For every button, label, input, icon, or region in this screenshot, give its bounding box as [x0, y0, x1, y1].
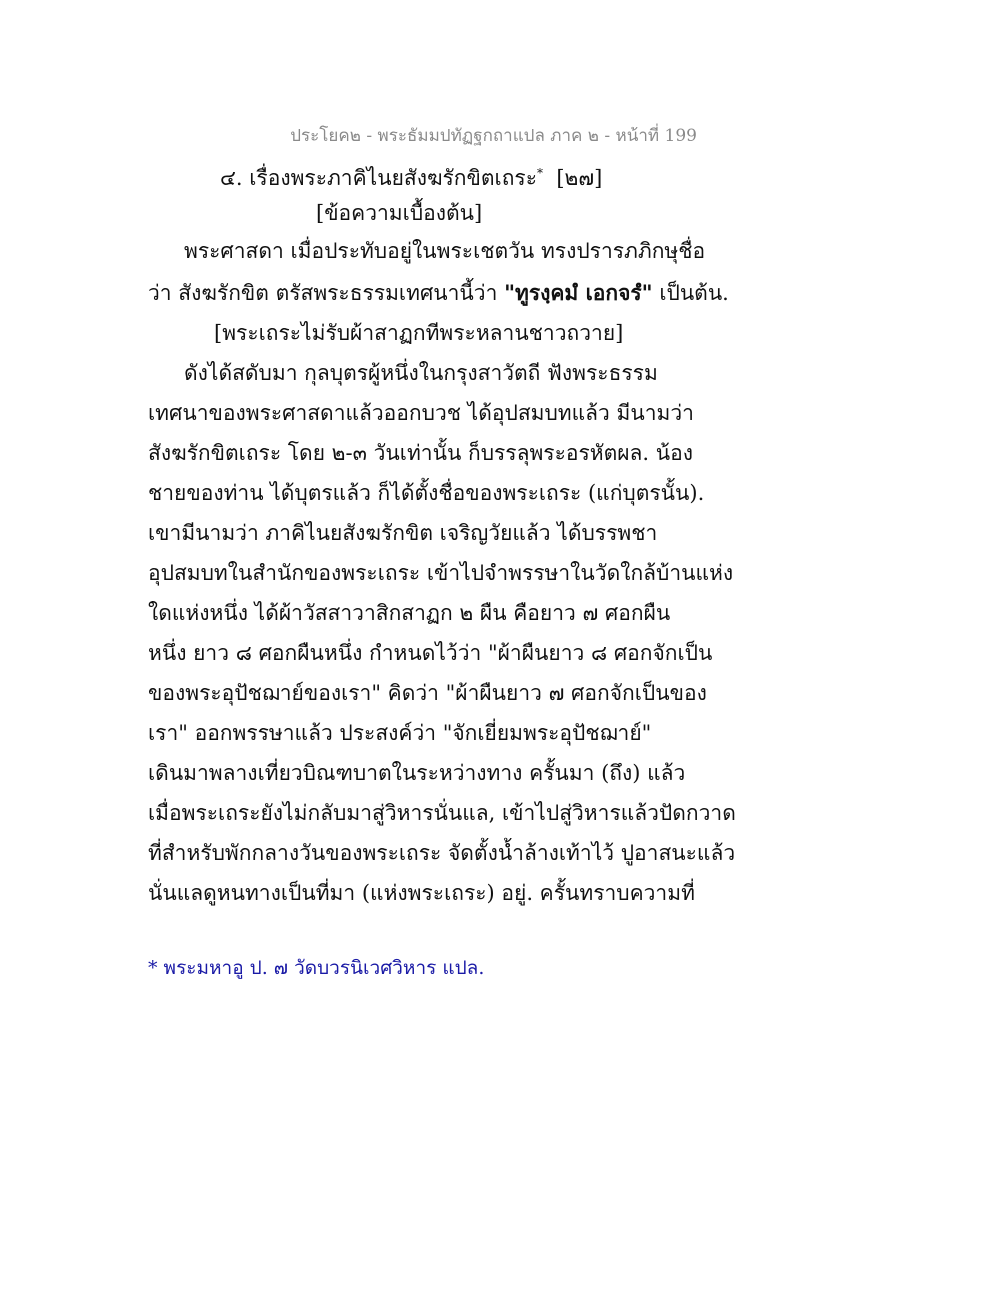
- paragraph-line: เขามีนามว่า ภาคิไนยสังฆรักขิต เจริญวัยแล้ว ได้บรรพชา: [148, 521, 658, 545]
- paragraph-line: ของพระอุปัชฌาย์ของเรา" คิดว่า "ผ้าผืนยาว ๗ ศอกจักเป็นของ: [148, 681, 707, 705]
- paragraph-line: ใดแห่งหนึ่ง ได้ผ้าวัสสาวาสิกสาฏก ๒ ผืน คือยาว ๗ ศอกผืน: [148, 601, 671, 625]
- paragraph-line: พระศาสดา เมื่อประทับอยู่ในพระเชตวัน ทรงปรารภภิกษุชื่อ: [184, 239, 706, 263]
- paragraph-line: นั่นแลดูหนทางเป็นที่มา (แห่งพระเถระ) อยู่. ครั้นทราบความที่: [148, 881, 695, 905]
- paragraph-line: หนึ่ง ยาว ๘ ศอกผืนหนึ่ง กำหนดไว้ว่า "ผ้าผืนยาว ๘ ศอกจักเป็น: [148, 641, 713, 665]
- footnote-marker: *: [536, 166, 543, 180]
- paragraph-line: เรา" ออกพรรษาแล้ว ประสงค์ว่า "จักเยี่ยมพระอุปัชฌาย์": [148, 721, 652, 745]
- paragraph-line: เดินมาพลางเที่ยวบิณฑบาตในระหว่างทาง ครั้นมา (ถึง) แล้ว: [148, 761, 686, 785]
- pali-quote: "ทูรงฺคมํ เอกจรํ": [504, 280, 653, 305]
- story-title: [220, 158, 602, 193]
- paragraph-line: ที่สำหรับพักกลางวันของพระเถระ จัดตั้งน้ำล้างเท้าไว้ ปูอาสนะแล้ว: [148, 841, 736, 865]
- story-title-text: ๔. เรื่องพระภาคิไนยสังฆรักขิตเถระ: [220, 166, 537, 190]
- paragraph-line: ดังได้สดับมา กุลบุตรผู้หนึ่งในกรุงสาวัตถี ฟังพระธรรม: [184, 361, 658, 385]
- running-header: ประโยค๒ - พระธัมมปทัฏฐกถาแปล ภาค ๒ - หน้าที่ 199: [290, 126, 697, 146]
- paragraph-text: เป็นต้น.: [659, 281, 729, 305]
- footnote: * พระมหาอู ป. ๗ วัดบวรนิเวศวิหาร แปล.: [148, 957, 485, 979]
- paragraph-line: ชายของท่าน ได้บุตรแล้ว ก็ได้ตั้งชื่อของพระเถระ (แก่บุตรนั้น).: [148, 481, 705, 505]
- paragraph-line: เมื่อพระเถระยังไม่กลับมาสู่วิหารนั่นแล, เข้าไปสู่วิหารแล้วปัดกวาด: [148, 801, 736, 825]
- story-number: [๒๗]: [556, 166, 603, 190]
- paragraph-line: [148, 278, 729, 308]
- paragraph-line: สังฆรักขิตเถระ โดย ๒-๓ วันเท่านั้น ก็บรรลุพระอรหัตผล. น้อง: [148, 441, 693, 465]
- section-heading-intro: [ข้อความเบื้องต้น]: [316, 201, 483, 225]
- paragraph-line: เทศนาของพระศาสดาแล้วออกบวช ได้อุปสมบทแล้ว มีนามว่า: [148, 401, 694, 425]
- paragraph-text: ว่า สังฆรักขิต ตรัสพระธรรมเทศนานี้ว่า: [148, 281, 498, 305]
- paragraph-line: อุปสมบทในสำนักของพระเถระ เข้าไปจำพรรษาในวัดใกล้บ้านแห่ง: [148, 561, 734, 585]
- section-heading-story: [พระเถระไม่รับผ้าสาฏกทีพระหลานชาวถวาย]: [214, 321, 624, 345]
